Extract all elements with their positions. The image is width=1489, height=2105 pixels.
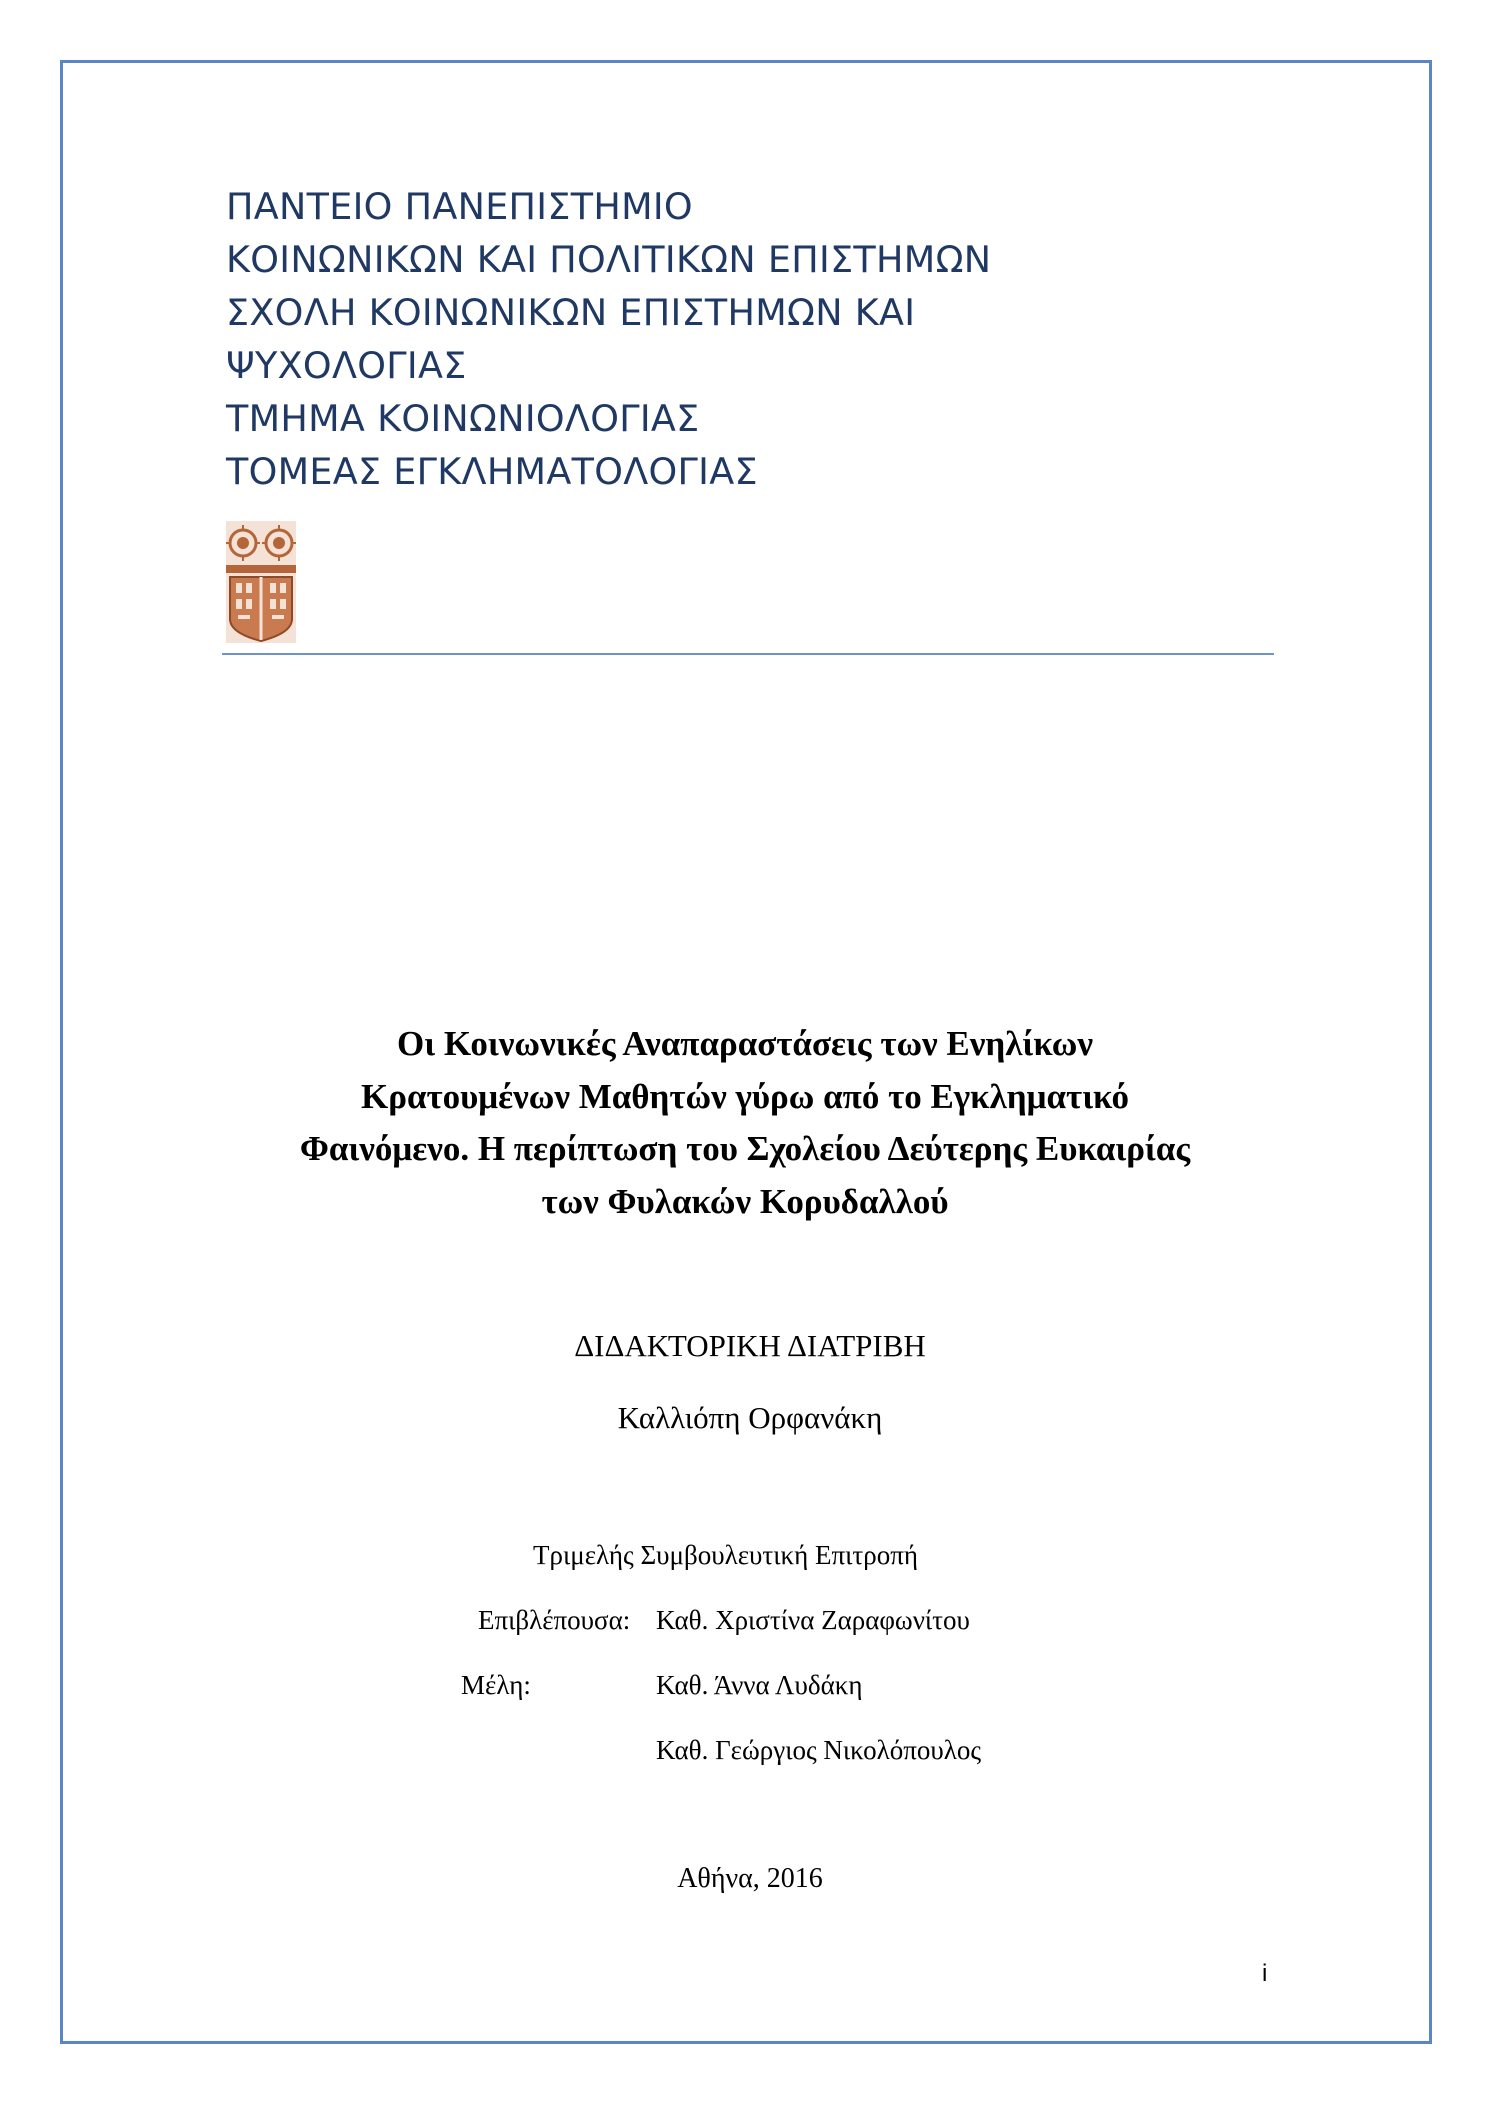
thesis-title-line: Κρατουμένων Μαθητών γύρω από το Εγκληματικό xyxy=(361,1076,1129,1116)
supervisor-label: Επιβλέπουσα: xyxy=(478,1605,631,1635)
place-date: Αθήνα, 2016 xyxy=(677,1863,823,1894)
thesis-title-line: Οι Κοινωνικές Αναπαραστάσεις των Ενηλίκων xyxy=(397,1024,1093,1063)
document-type: ΔΙΔΑΚΤΟΡΙΚΗ ΔΙΑΤΡΙΒΗ xyxy=(574,1328,926,1363)
committee-member: Καθ. Γεώργιος Νικολόπουλος xyxy=(656,1735,982,1765)
members-label: Μέλη: xyxy=(461,1670,531,1700)
institution-line: ΤΜΗΜΑ ΚΟΙΝΩΝΙΟΛΟΓΙΑΣ xyxy=(226,397,700,440)
institution-line: ΨΥΧΟΛΟΓΙΑΣ xyxy=(226,344,467,387)
institution-line: ΠΑΝΤΕΙΟ ΠΑΝΕΠΙΣΤΗΜΙΟ xyxy=(226,185,693,228)
thesis-title-line: Φαινόμενο. Η περίπτωση του Σχολείου Δεύτερης Ευκαιρίας xyxy=(299,1129,1191,1168)
committee-member: Καθ. Άννα Λυδάκη xyxy=(656,1670,863,1700)
institution-line: ΚΟΙΝΩΝΙΚΩΝ ΚΑΙ ΠΟΛΙΤΙΚΩΝ ΕΠΙΣΤΗΜΩΝ xyxy=(226,238,992,281)
page-number: i xyxy=(1262,1960,1268,1987)
institution-header xyxy=(226,180,1226,498)
institution-line: ΤΟΜΕΑΣ ΕΓΚΛΗΜΑΤΟΛΟΓΙΑΣ xyxy=(226,450,758,493)
header-divider xyxy=(222,653,1274,655)
author-name: Καλλιόπη Ορφανάκη xyxy=(617,1400,883,1435)
thesis-title-line: των Φυλακών Κορυδαλλού xyxy=(541,1181,949,1221)
supervisor-name: Καθ. Χριστίνα Ζαραφωνίτου xyxy=(656,1605,970,1635)
university-crest-icon xyxy=(226,521,296,643)
institution-line: ΣΧΟΛΗ ΚΟΙΝΩΝΙΚΩΝ ΕΠΙΣΤΗΜΩΝ ΚΑΙ xyxy=(226,291,916,334)
committee-heading: Τριμελής Συμβουλευτική Επιτροπή xyxy=(533,1540,918,1570)
thesis-title xyxy=(180,1018,1310,1228)
